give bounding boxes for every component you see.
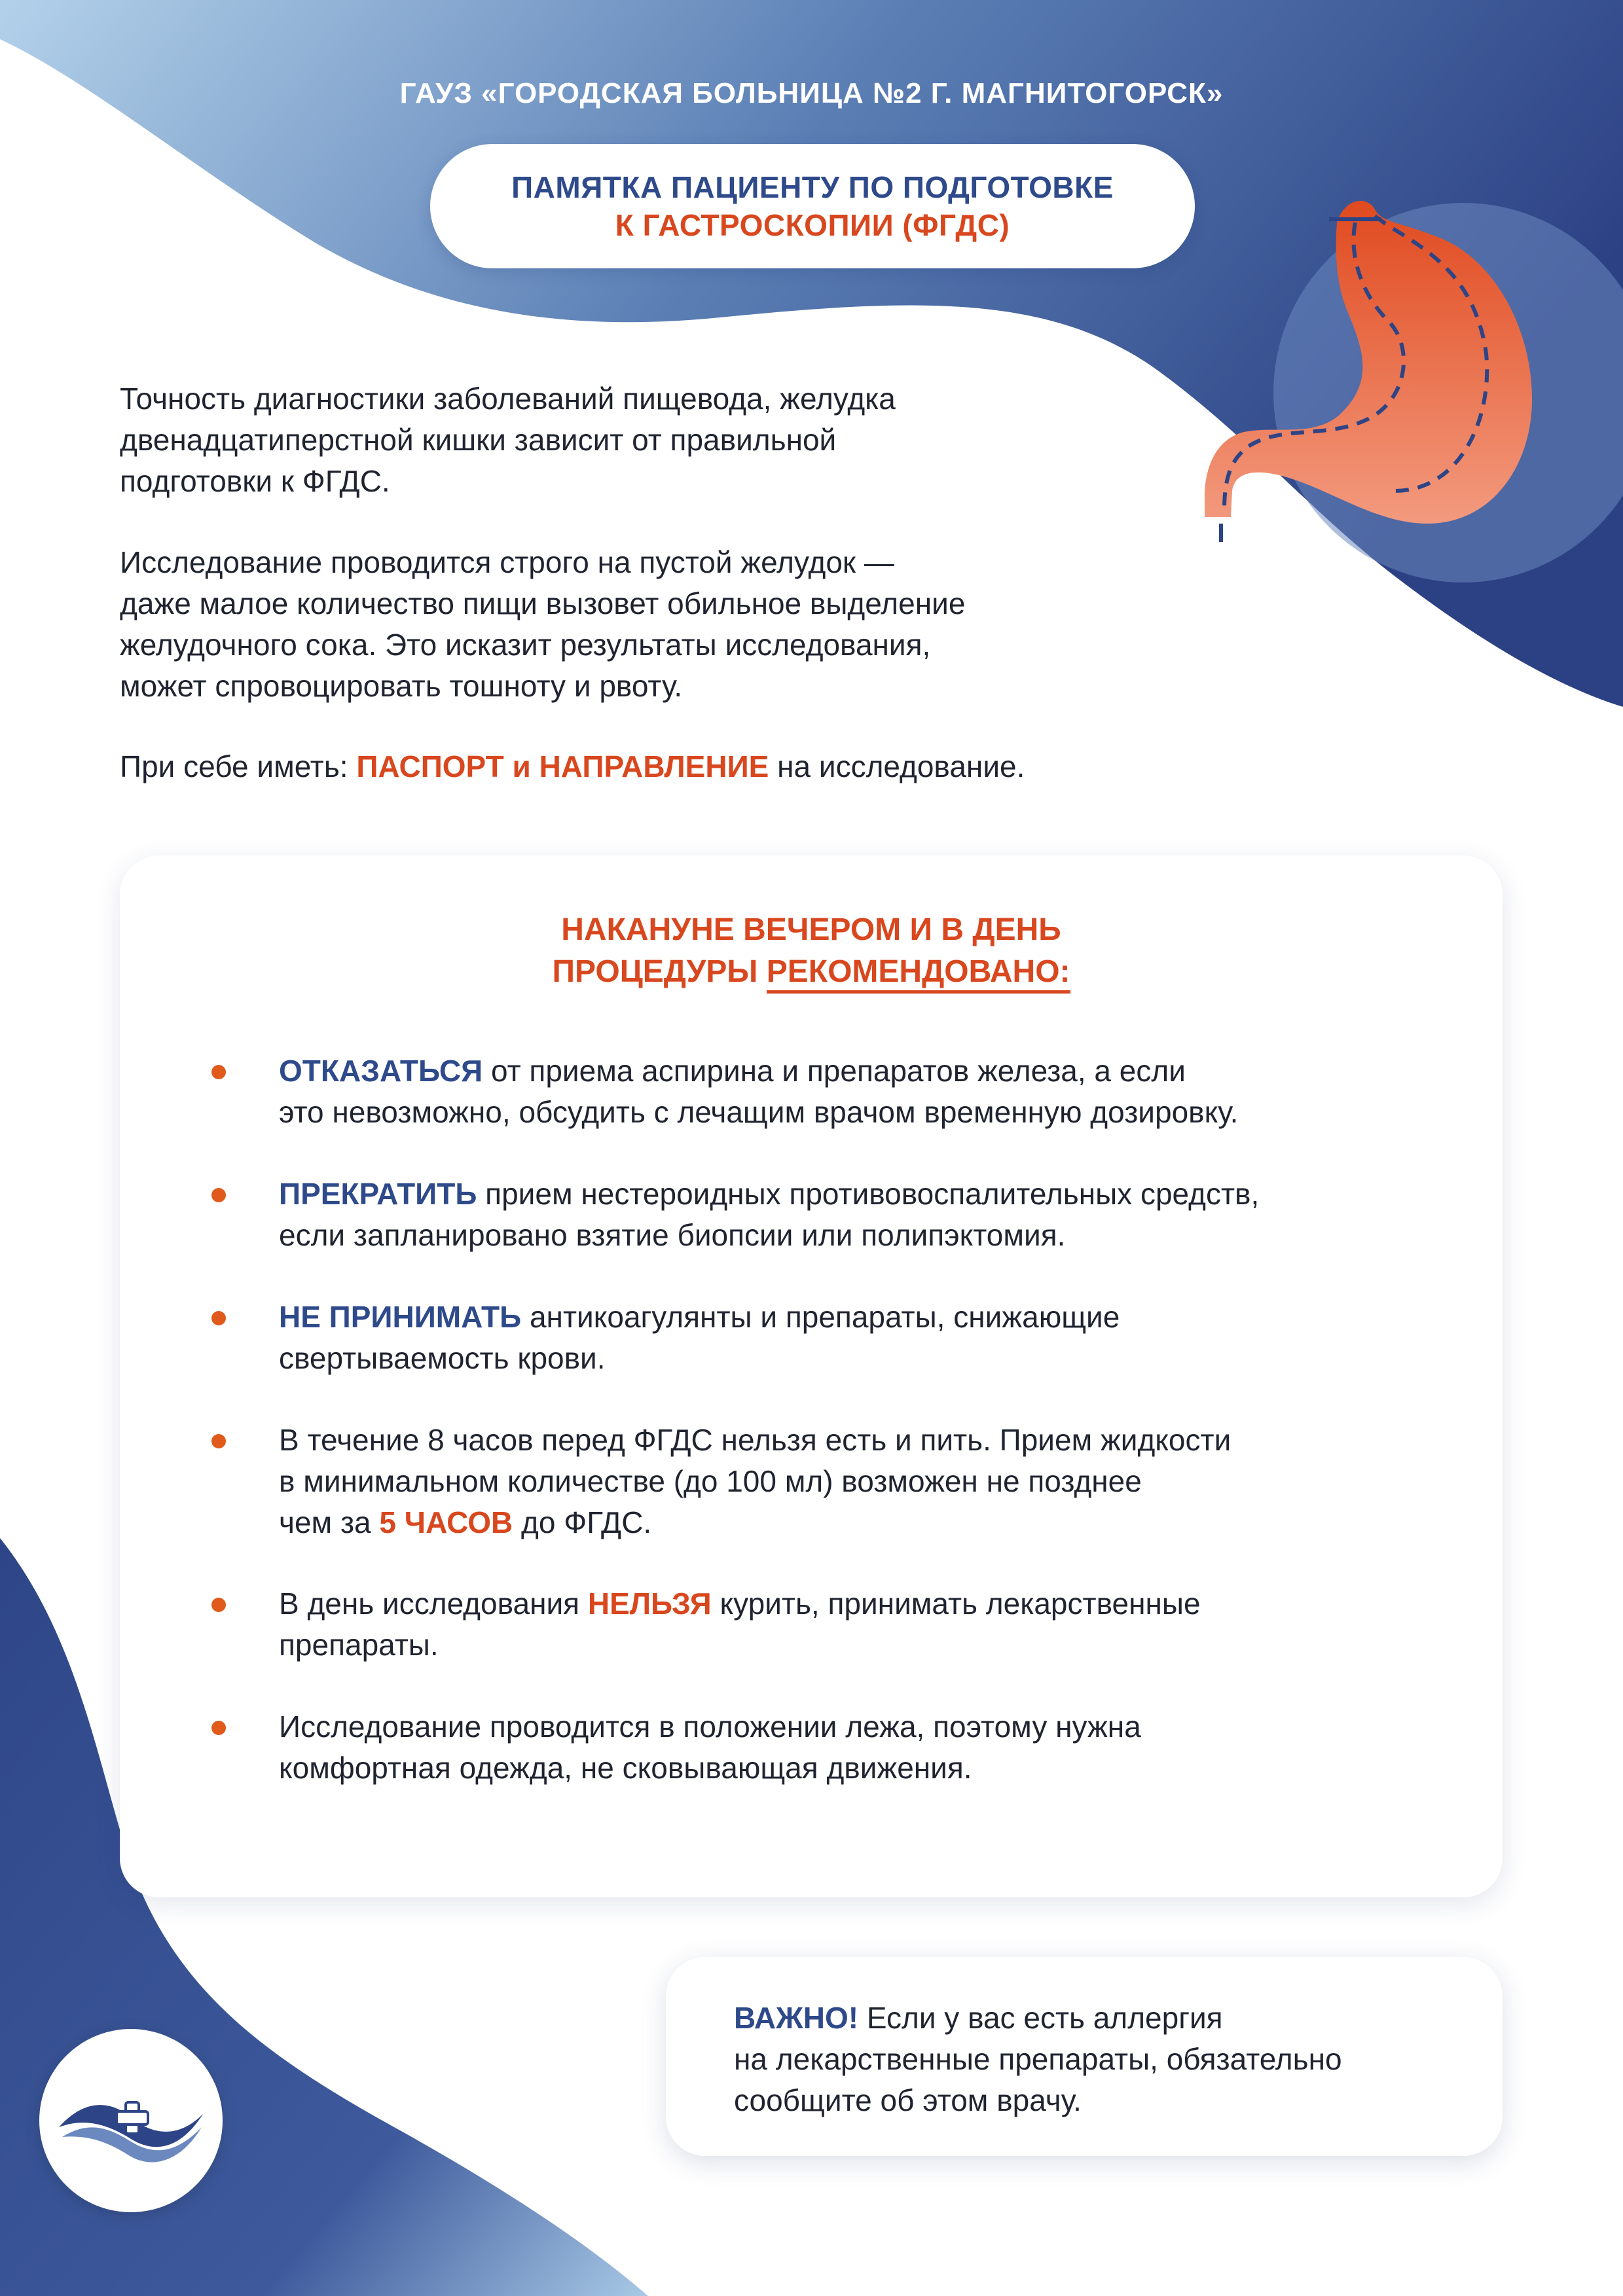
organization-name: ГАУЗ «ГОРОДСКАЯ БОЛЬНИЦА №2 Г. МАГНИТОГОРСК» <box>399 77 1224 109</box>
stomach-icon <box>1185 183 1552 576</box>
title-line-2: К ГАСТРОСКОПИИ (ФГДС) <box>615 208 1010 242</box>
card-title: НАКАНУНЕ ВЕЧЕРОМ И В ДЕНЬ ПРОЦЕДУРЫ РЕКОМЕНДОВАНО: <box>120 909 1503 993</box>
document-title <box>430 144 1195 268</box>
bullet-icon <box>211 1598 226 1612</box>
intro-paragraph-2: Исследование проводится строго на пустой желудок — даже малое количество пищи вызовет обильное выделение желудочного сока. Это исказит результаты исследования, может спровоцировать тошноту и рвоту. <box>120 545 966 703</box>
bullet-icon <box>211 1311 226 1325</box>
intro-paragraph-3: При себе иметь: ПАСПОРТ и НАПРАВЛЕНИЕ на исследование. <box>120 749 1025 783</box>
intro-paragraph-1: Точность диагностики заболеваний пищевода, желудка двенадцатиперстной кишки зависит от правильной подготовки к ФГДС. <box>120 382 896 498</box>
hospital-logo <box>39 2029 223 2212</box>
list-item: В течение 8 часов перед ФГДС нельзя есть и пить. Прием жидкости в минимальном количестве (до 100 мл) возможен не позднее чем за 5 ЧАСОВ до ФГДС. <box>279 1423 1231 1539</box>
bullet-icon <box>211 1188 226 1202</box>
list-item: ПРЕКРАТИТЬ прием нестероидных противовоспалительных средств, если запланировано взятие биопсии или полипэктомия. <box>279 1177 1260 1252</box>
documents-required: ПАСПОРТ и НАПРАВЛЕНИЕ <box>356 749 769 783</box>
list-item: ОТКАЗАТЬСЯ от приема аспирина и препаратов железа, а если это невозможно, обсудить с лечащим врачом временную дозировку. <box>279 1054 1239 1129</box>
hospital-cross-logo-icon <box>39 2029 223 2212</box>
title-line-1: ПАМЯТКА ПАЦИЕНТУ ПО ПОДГОТОВКЕ <box>511 170 1114 204</box>
list-item: НЕ ПРИНИМАТЬ антикоагулянты и препараты, снижающие свертываемость крови. <box>279 1300 1120 1375</box>
important-note: ВАЖНО! Если у вас есть аллергия на лекарственные препараты, обязательно сообщите об этом врачу. <box>666 1957 1503 2156</box>
list-item: В день исследования НЕЛЬЗЯ курить, принимать лекарственные препараты. <box>279 1587 1201 1662</box>
bullet-icon <box>211 1065 226 1079</box>
recommended-underlined: РЕКОМЕНДОВАНО: <box>767 954 1070 994</box>
bullet-icon <box>211 1721 226 1735</box>
bullet-icon <box>211 1434 226 1448</box>
list-item: Исследование проводится в положении лежа, поэтому нужна комфортная одежда, не сковывающая движения. <box>279 1710 1141 1785</box>
recommendations-card <box>120 855 1503 1897</box>
